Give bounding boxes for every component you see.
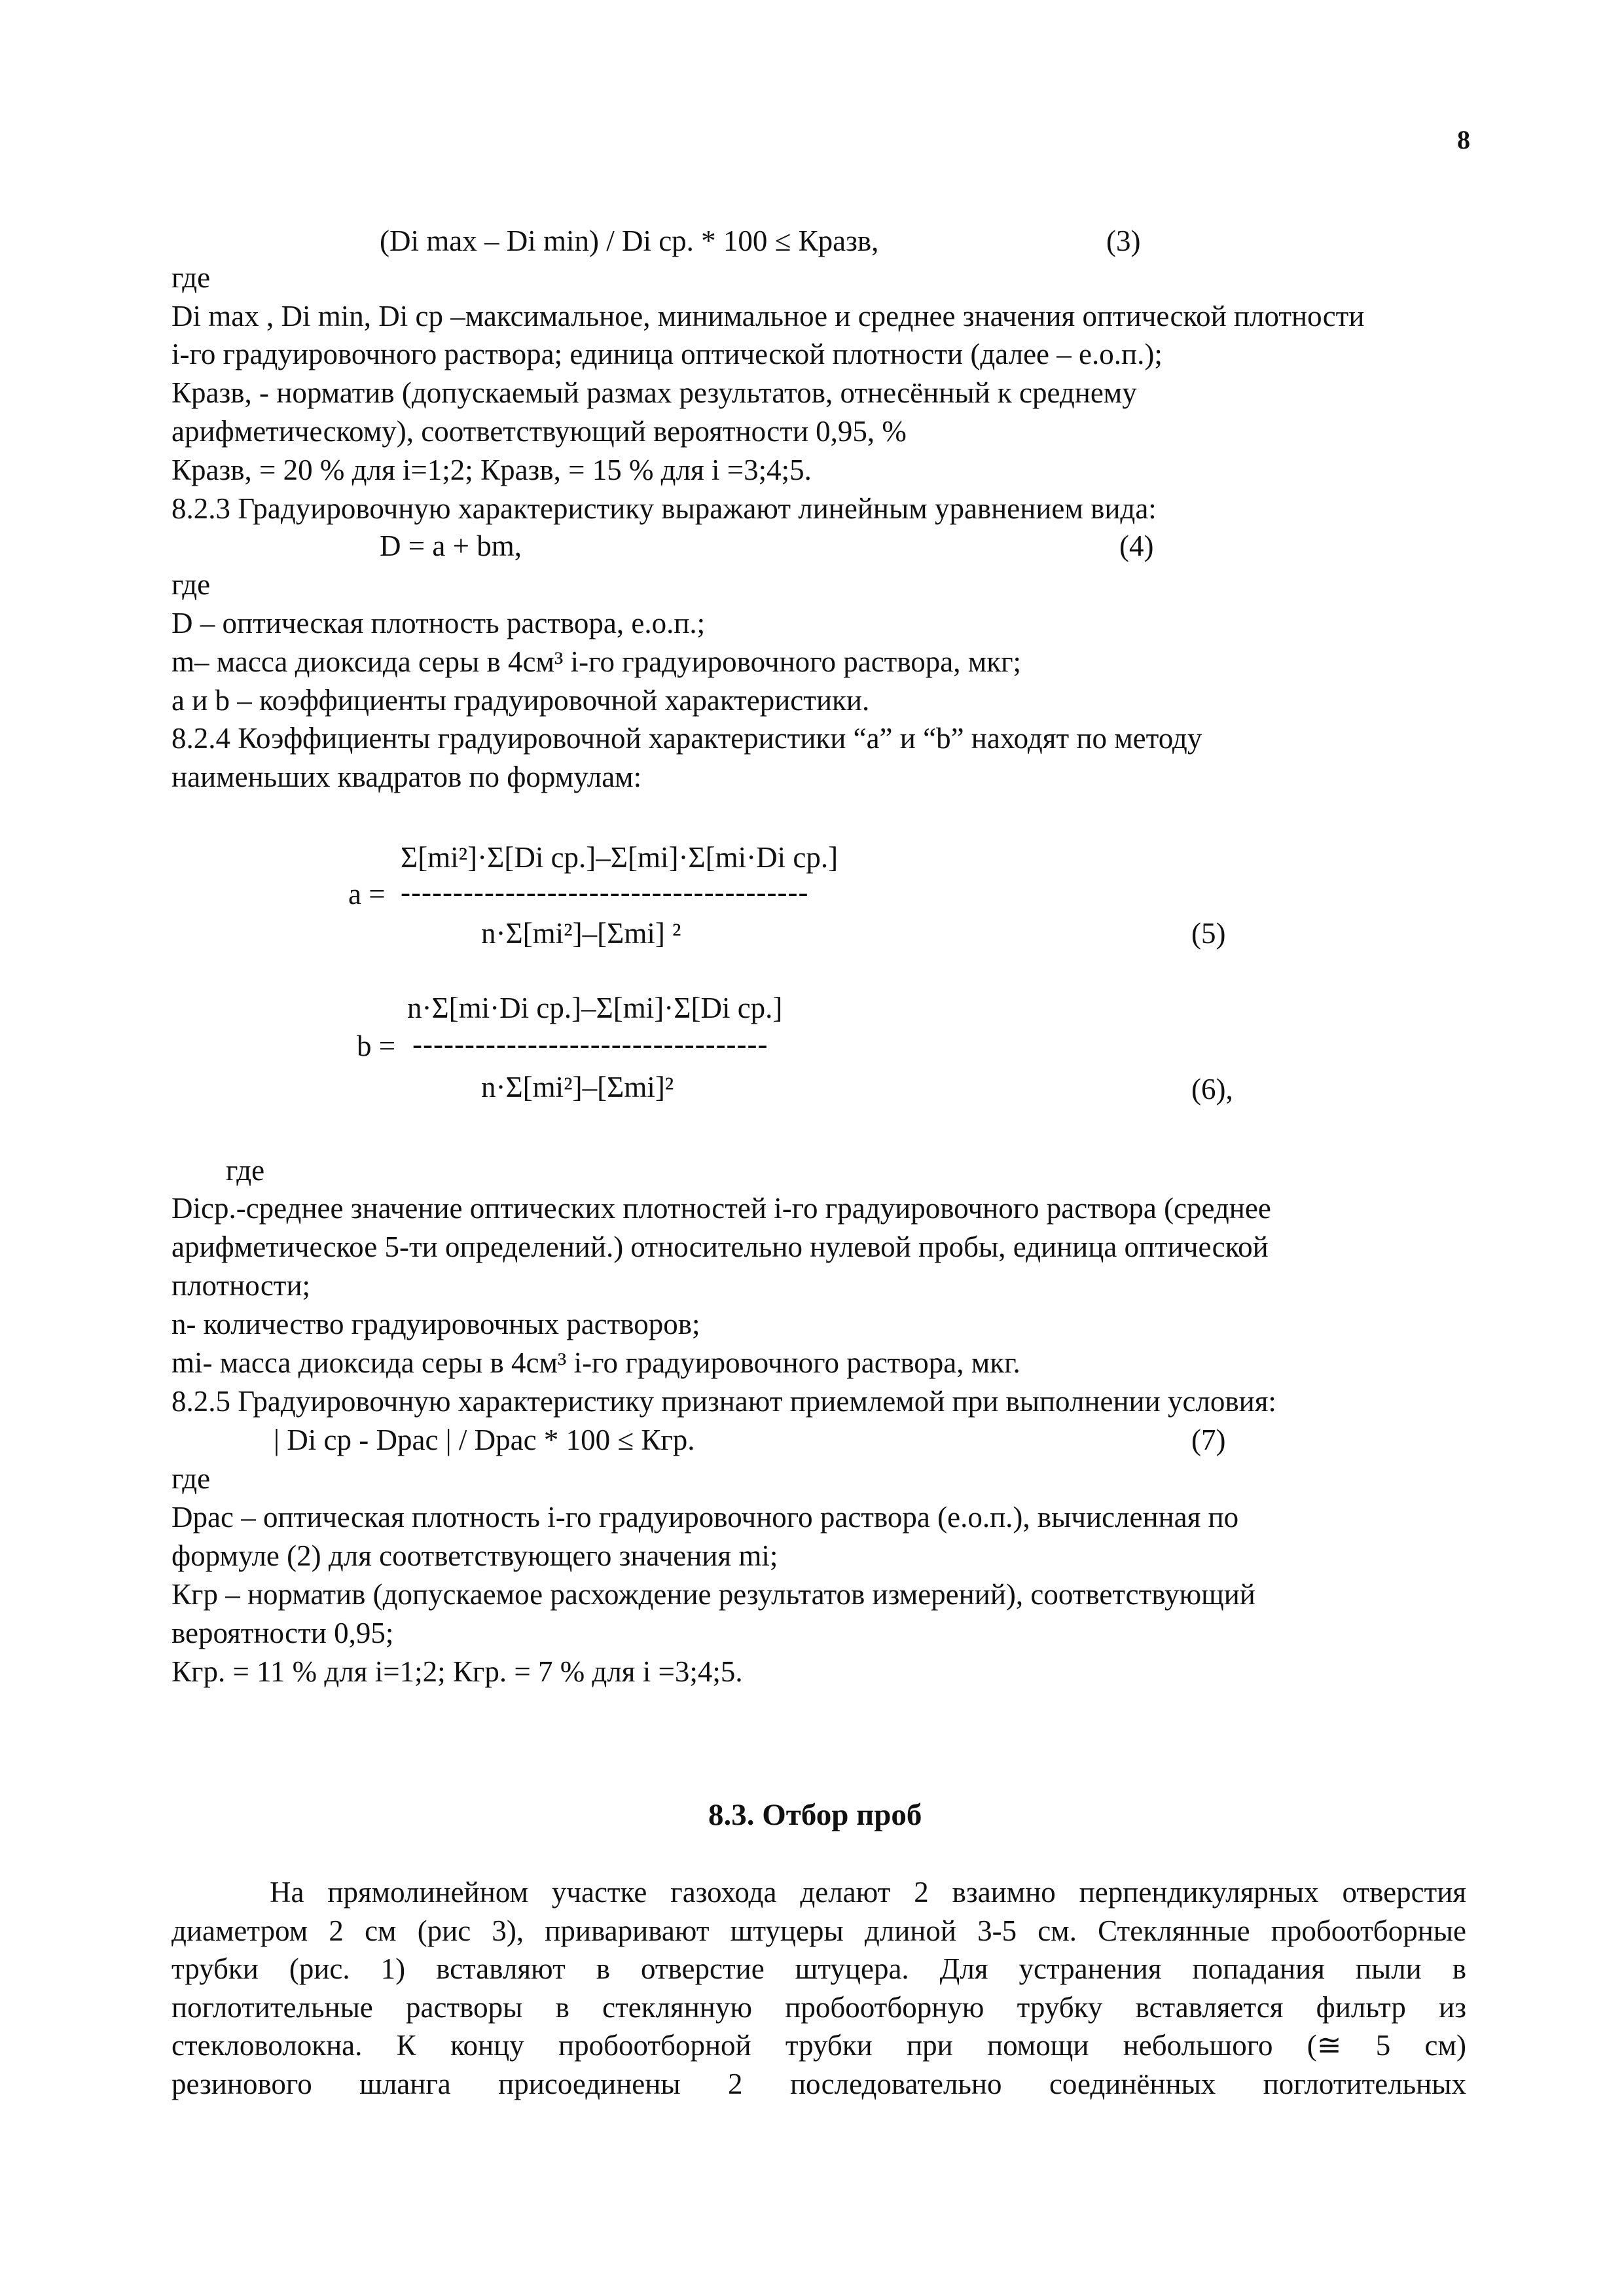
- body-paragraph: [171, 1873, 1466, 2103]
- paragraph-line: поглотительные растворы в стеклянную пробоотборную трубку вставляется фильтр из: [171, 1990, 1466, 2024]
- definition-line: арифметическому), соответствующий вероятности 0,95, %: [171, 415, 907, 448]
- definition-line: Кразв, - норматив (допускаемый размах результатов, отнесённый к среднему: [171, 376, 1137, 409]
- definition-line: плотности;: [171, 1269, 311, 1302]
- formula-5-lhs: a =: [348, 878, 386, 910]
- formula-7: | Di ср - Dрас | / Dрас * 100 ≤ Кгр.: [274, 1424, 695, 1456]
- formula-4: D = a + bm,: [380, 529, 522, 562]
- formula-5-numerator: Σ[mi²]·Σ[Di ср.]–Σ[mi]·Σ[mi·Di ср.]: [401, 841, 839, 874]
- definition-line: m– масса диоксида серы в 4см³ i-го градуировочного раствора, мкг;: [171, 645, 1022, 678]
- clause-8-2-5: 8.2.5 Градуировочную характеристику признают приемлемой при выполнении условия:: [171, 1385, 1276, 1418]
- definition-line: Di max , Di min, Di ср –максимальное, минимальное и среднее значения оптической плотности: [171, 300, 1365, 332]
- where-label: где: [171, 1462, 211, 1495]
- where-label: где: [226, 1154, 265, 1187]
- formula-7-number: (7): [1191, 1424, 1226, 1456]
- definition-line: n- количество градуировочных растворов;: [171, 1308, 700, 1340]
- definition-line: вероятности 0,95;: [171, 1617, 394, 1649]
- formula-6-lhs: b =: [357, 1030, 396, 1062]
- paragraph-line: диаметром 2 см (рис 3), приваривают штуцеры длиной 3-5 см. Стеклянные пробоотборные: [171, 1914, 1466, 1947]
- clause-8-2-3: 8.2.3 Градуировочную характеристику выражают линейным уравнением вида:: [171, 492, 1157, 525]
- page-number: 8: [1457, 125, 1470, 154]
- definition-line: Кгр. = 11 % для i=1;2; Кгр. = 7 % для i =3;4;5.: [171, 1655, 743, 1688]
- formula-5-number: (5): [1191, 917, 1226, 950]
- definition-line: Dicp.-среднее значение оптических плотностей i-го градуировочного раствора (среднее: [171, 1192, 1271, 1225]
- formula-6-number: (6),: [1191, 1073, 1233, 1105]
- clause-8-2-4: 8.2.4 Коэффициенты градуировочной характеристики “a” и “b” находят по методу: [171, 722, 1202, 755]
- paragraph-line: На прямолинейном участке газохода делают 2 взаимно перпендикулярных отверстия: [270, 1876, 1466, 1909]
- definition-line: mi- масса диоксида серы в 4см³ i-го градуировочного раствора, мкг.: [171, 1346, 1020, 1379]
- definition-line: i-го градуировочного раствора; единица оптической плотности (далее – е.о.п.);: [171, 338, 1163, 370]
- paragraph-line: трубки (рис. 1) вставляют в отверстие штуцера. Для устранения попадания пыли в: [171, 1952, 1466, 1985]
- section-title: 8.3. Отбор проб: [708, 1798, 922, 1832]
- definition-line: Кразв, = 20 % для i=1;2; Кразв, = 15 % для i =3;4;5.: [171, 454, 812, 486]
- formula-6-denominator: n·Σ[mi²]–[Σmi]²: [481, 1071, 674, 1103]
- where-label: где: [171, 261, 211, 294]
- definition-line: Кгр – норматив (допускаемое расхождение результатов измерений), соответствующий: [171, 1578, 1255, 1611]
- formula-6-fraction-bar: ----------------------------------: [412, 1028, 768, 1060]
- definition-line: формуле (2) для соответствующего значения mi;: [171, 1539, 778, 1572]
- paragraph-line: стекловолокна. К концу пробоотборной трубки при помощи небольшого (≅ 5 см): [171, 2029, 1466, 2062]
- where-label: где: [171, 568, 211, 601]
- paragraph-line: резинового шланга присоединены 2 последовательно соединённых поглотительных: [171, 2067, 1466, 2100]
- definition-line: D – оптическая плотность раствора, е.о.п.;: [171, 607, 706, 639]
- formula-3: (Di max – Di min) / Di ср. * 100 ≤ Кразв,: [380, 224, 879, 257]
- formula-5-denominator: n·Σ[mi²]–[Σmi] ²: [481, 917, 681, 950]
- definition-line: Dрас – оптическая плотность i-го градуировочного раствора (е.о.п.), вычисленная по: [171, 1501, 1239, 1534]
- formula-6-numerator: n·Σ[mi·Di ср.]–Σ[mi]·Σ[Di ср.]: [407, 992, 783, 1024]
- clause-8-2-4: наименьших квадратов по формулам:: [171, 761, 642, 793]
- formula-3-number: (3): [1106, 224, 1141, 257]
- formula-4-number: (4): [1119, 529, 1154, 562]
- definition-line: a и b – коэффициенты градуировочной характеристики.: [171, 684, 870, 717]
- formula-5-fraction-bar: ---------------------------------------: [401, 876, 809, 908]
- definition-line: арифметическое 5-ти определений.) относительно нулевой пробы, единица оптической: [171, 1230, 1269, 1263]
